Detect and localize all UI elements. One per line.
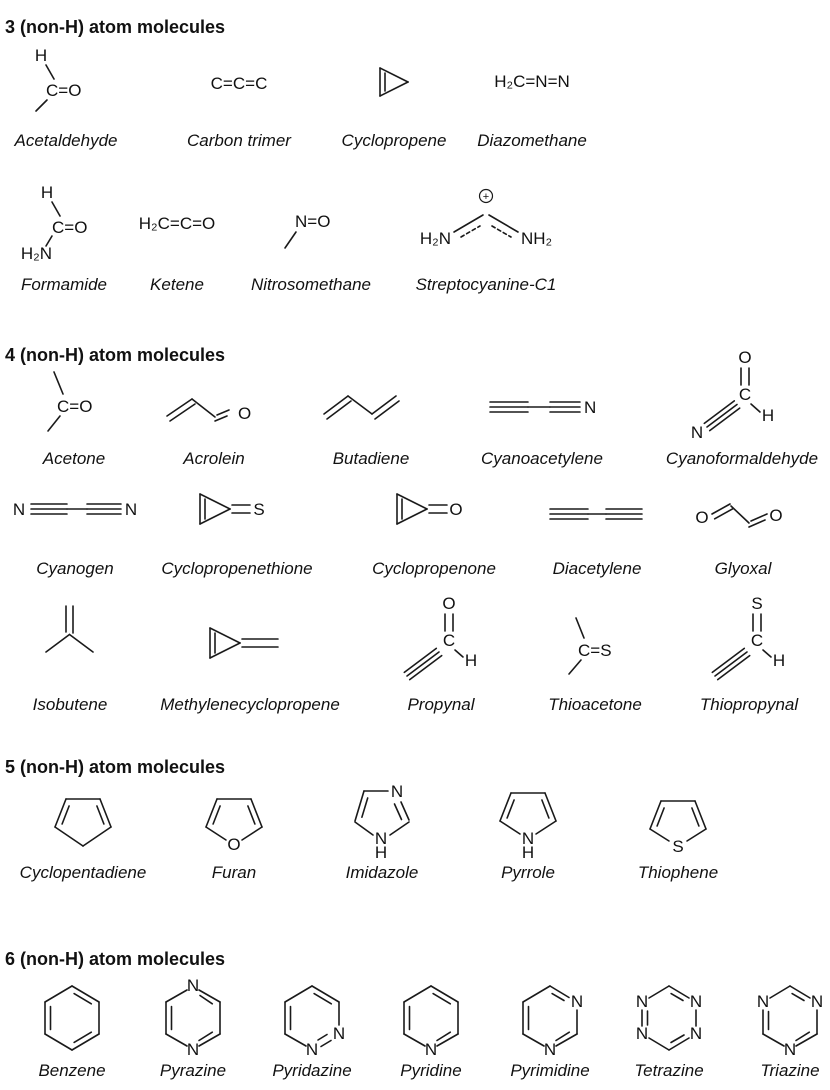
n-atom: N	[690, 423, 704, 442]
h-atom: H	[772, 651, 786, 670]
molecule-diacetylene	[537, 502, 657, 580]
n-atom: N	[305, 1040, 319, 1059]
molecule-butadiene	[311, 384, 431, 470]
molecule-label: Pyridine	[400, 1061, 462, 1080]
carbon-trimer-structure	[194, 72, 284, 94]
h-atom: H	[34, 46, 48, 65]
molecule-acetone	[19, 364, 129, 470]
co-group: C=O	[57, 397, 93, 416]
molecule-benzene	[12, 976, 132, 1082]
molecule-label: Pyrimidine	[510, 1061, 590, 1080]
molecule-label: Pyridazine	[272, 1061, 352, 1080]
molecule-pyrazine	[138, 976, 248, 1082]
molecule-imidazole	[327, 782, 437, 884]
molecule-streptocyanine-c1	[396, 186, 576, 296]
molecule-label: Ketene	[150, 275, 204, 294]
formula: H₂C=N=N	[494, 72, 570, 91]
co-group: C=O	[46, 81, 82, 100]
molecule-cyanoformaldehyde	[656, 348, 828, 470]
molecule-label: Cyclopropenone	[372, 559, 496, 578]
molecule-label: Formamide	[21, 275, 107, 294]
h-atom: H	[521, 843, 535, 862]
o-atom: O	[769, 506, 783, 525]
molecule-label: Benzene	[38, 1061, 106, 1080]
molecule-label: Acetone	[42, 449, 106, 468]
molecule-label: Cyanoformaldehyde	[665, 449, 819, 468]
molecule-label: Propynal	[407, 695, 475, 714]
h-atom: H	[374, 843, 388, 862]
thiopropynal-structure	[699, 594, 799, 684]
cyclopropenone-structure	[379, 488, 489, 530]
n-atom: N	[689, 1024, 703, 1043]
thioacetone-structure	[545, 610, 645, 674]
n-atom: N	[783, 1040, 797, 1059]
section-4-header: 4 (non-H) atom molecules	[5, 344, 226, 365]
molecule-pyrimidine	[490, 976, 610, 1082]
c-atom: C	[738, 385, 752, 404]
cyanoformaldehyde-structure	[687, 348, 797, 440]
cyanoacetylene-structure	[482, 394, 602, 420]
molecule-label: Cyanogen	[36, 559, 114, 578]
acrolein-structure	[159, 386, 269, 428]
n-atom: N	[332, 1024, 346, 1043]
thiophene-structure	[642, 796, 714, 854]
molecule-ketene	[110, 212, 244, 296]
molecule-pyridazine	[252, 976, 372, 1082]
molecule-cyanoacetylene	[467, 394, 617, 470]
molecule-label: Streptocyanine-C1	[415, 275, 557, 294]
glyoxal-structure	[688, 492, 798, 538]
n-atom: N	[584, 398, 597, 417]
c-atom: C	[750, 631, 764, 650]
o-atom: O	[738, 348, 752, 367]
n-atom: N	[12, 500, 26, 519]
o-atom: O	[449, 500, 463, 519]
molecule-label: Diazomethane	[477, 131, 587, 150]
section-3-header: 3 (non-H) atom molecules	[5, 16, 226, 37]
molecule-label: Triazine	[760, 1061, 820, 1080]
pyridazine-structure	[276, 976, 348, 1060]
n-atom: N	[689, 992, 703, 1011]
methylenecyclopropene-structure	[192, 620, 308, 666]
nitrosomethane-structure	[271, 210, 351, 254]
molecule-nitrosomethane	[236, 210, 386, 296]
o-atom: O	[227, 835, 241, 854]
molecule-diazomethane	[462, 70, 602, 152]
nh2-group: NH₂	[521, 229, 553, 248]
molecule-furan	[184, 794, 284, 884]
molecule-label: Cyclopropenethione	[161, 559, 313, 578]
n-atom: N	[424, 1040, 438, 1059]
molecule-label: Cyclopentadiene	[19, 863, 147, 882]
n-atom: N	[756, 992, 770, 1011]
molecule-label: Acrolein	[183, 449, 245, 468]
molecule-pyrrole	[478, 788, 578, 884]
molecule-cyclopropene	[329, 62, 459, 152]
molecule-thiopropynal	[689, 594, 809, 716]
molecule-cyclopropenone	[359, 488, 509, 580]
h-atom: H	[40, 183, 54, 202]
molecule-glyoxal	[688, 492, 798, 580]
tetrazine-structure	[633, 976, 705, 1060]
molecule-label: Thioacetone	[548, 695, 642, 714]
molecule-label: Acetaldehyde	[14, 131, 118, 150]
co-group: C=O	[52, 218, 88, 237]
n-atom: N	[186, 976, 200, 995]
ketene-structure	[112, 212, 242, 234]
molecule-label: Imidazole	[345, 863, 419, 882]
molecule-acrolein	[159, 386, 269, 470]
molecule-methylenecyclopropene	[150, 620, 350, 716]
molecule-triazine	[735, 976, 830, 1082]
diacetylene-structure	[542, 502, 652, 526]
pyrimidine-structure	[514, 976, 586, 1060]
n-atom: N	[186, 1040, 200, 1059]
molecule-acetaldehyde	[1, 46, 131, 152]
molecule-label: Nitrosomethane	[250, 275, 371, 294]
molecule-carbon-trimer	[174, 72, 304, 152]
molecule-cyanogen	[3, 496, 147, 580]
benzene-structure	[36, 976, 108, 1060]
c-atom: C	[442, 631, 456, 650]
cyclopentadiene-structure	[47, 794, 119, 852]
no-group: N=O	[295, 212, 331, 231]
molecule-label: Tetrazine	[634, 1061, 704, 1080]
molecule-propynal	[386, 594, 496, 716]
molecule-thioacetone	[535, 610, 655, 716]
formula: H₂C=C=O	[138, 214, 216, 233]
n-atom: N	[390, 782, 404, 801]
n-atom: N	[543, 1040, 557, 1059]
s-atom: S	[672, 837, 684, 856]
molecule-tetrazine	[614, 976, 724, 1082]
butadiene-structure	[316, 384, 426, 424]
s-atom: S	[751, 594, 763, 613]
molecule-label: Butadiene	[332, 449, 410, 468]
molecule-label: Thiophene	[637, 863, 719, 882]
streptocyanine-structure	[401, 186, 571, 250]
acetone-structure	[24, 364, 124, 436]
molecule-label: Diacetylene	[552, 559, 642, 578]
pyrazine-structure	[157, 976, 229, 1060]
cs-group: C=S	[578, 641, 612, 660]
cyclopropenethione-structure	[182, 488, 292, 530]
molecule-label: Isobutene	[32, 695, 108, 714]
cyclopropene-structure	[368, 62, 420, 102]
positive-charge-icon	[480, 190, 493, 204]
h2n-group: H₂N	[419, 229, 451, 248]
pyrrole-structure	[492, 788, 564, 862]
molecule-label: Methylenecyclopropene	[160, 695, 340, 714]
n-atom: N	[635, 992, 649, 1011]
molecule-cyclopropenethione	[152, 488, 322, 580]
n-atom: N	[810, 992, 824, 1011]
n-atom: N	[635, 1024, 649, 1043]
o-atom: O	[442, 594, 456, 613]
n-atom: N	[374, 829, 388, 848]
molecule-label: Cyclopropene	[341, 131, 447, 150]
s-atom: S	[253, 500, 265, 519]
h-atom: H	[464, 651, 478, 670]
triazine-structure	[754, 976, 826, 1060]
molecule-isobutene	[15, 600, 125, 716]
molecule-label: Carbon trimer	[187, 131, 291, 150]
h-atom: H	[761, 406, 775, 425]
o-atom: O	[238, 404, 252, 423]
molecule-label: Thiopropynal	[699, 695, 799, 714]
molecule-formamide	[4, 183, 124, 296]
cyanogen-structure	[5, 496, 145, 522]
pyridine-structure	[395, 976, 467, 1060]
n-atom: N	[124, 500, 138, 519]
acetaldehyde-structure	[21, 46, 111, 112]
molecule-cyclopentadiene	[3, 794, 163, 884]
imidazole-structure	[344, 782, 420, 862]
o-atom: O	[695, 508, 709, 527]
molecule-label: Pyrrole	[501, 863, 555, 882]
formamide-structure	[16, 183, 112, 267]
molecule-thiophene	[623, 796, 733, 884]
propynal-structure	[391, 594, 491, 684]
molecule-label: Cyanoacetylene	[481, 449, 603, 468]
furan-structure	[198, 794, 270, 852]
molecule-label: Furan	[211, 863, 257, 882]
section-6-header: 6 (non-H) atom molecules	[5, 948, 226, 969]
svg-text:+: +	[482, 191, 490, 203]
molecule-label: Pyrazine	[159, 1061, 227, 1080]
ccc-group: C=C=C	[210, 74, 268, 93]
section-5-header: 5 (non-H) atom molecules	[5, 756, 226, 777]
molecule-label: Glyoxal	[714, 559, 772, 578]
h2n-group: H₂N	[20, 244, 52, 263]
n-atom: N	[570, 992, 584, 1011]
molecule-pyridine	[376, 976, 486, 1082]
isobutene-structure	[25, 600, 115, 662]
diazomethane-structure	[472, 70, 592, 92]
n-atom: N	[521, 829, 535, 848]
